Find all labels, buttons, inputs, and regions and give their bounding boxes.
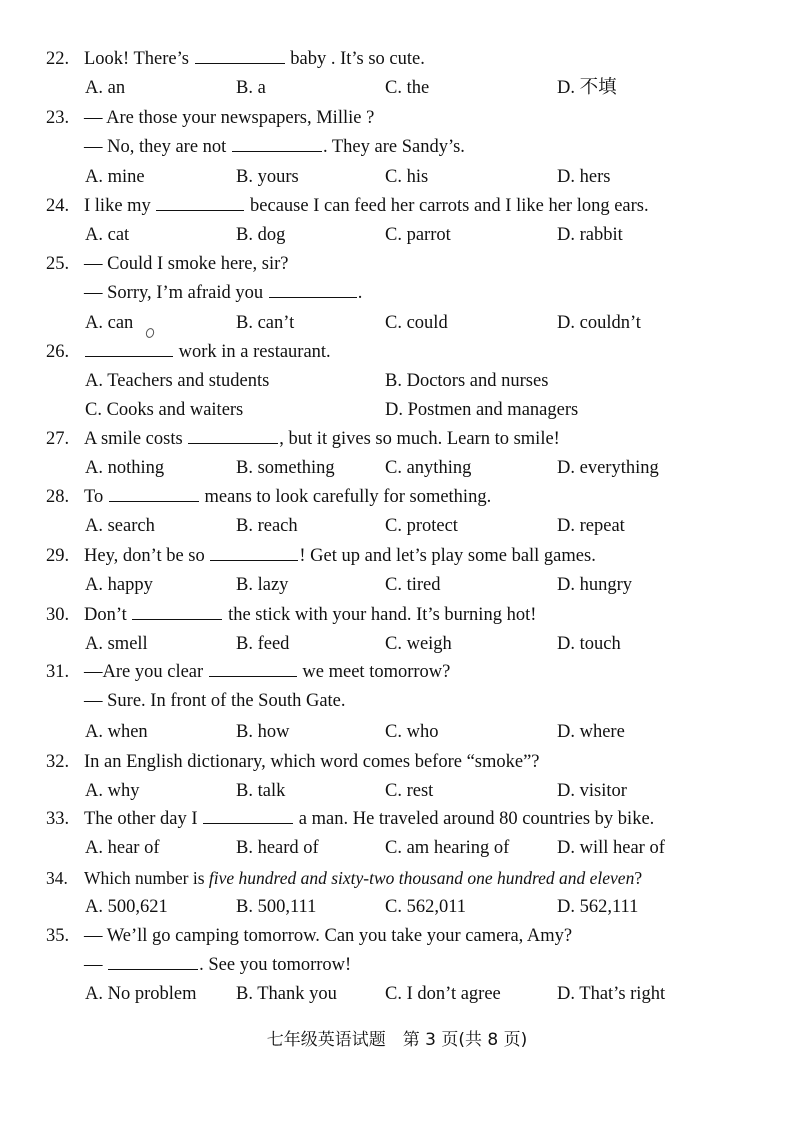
question-number: 23. (46, 108, 70, 128)
question-stem: — No, they are not . They are Sandy’s. (84, 133, 465, 161)
option-d[interactable]: D. where (557, 722, 625, 742)
question-29 (0, 542, 794, 570)
option-a[interactable]: A. Teachers and students (85, 371, 270, 391)
option-a[interactable]: A. happy (85, 575, 153, 595)
question-32 (0, 748, 794, 776)
answer-blank[interactable] (132, 601, 222, 620)
option-b[interactable]: B. can’t (236, 313, 295, 333)
option-b[interactable]: B. Doctors and nurses (385, 371, 549, 391)
option-d[interactable]: D. couldn’t (557, 313, 641, 333)
options-24 (0, 221, 794, 249)
option-a[interactable]: A. why (85, 781, 140, 801)
option-d[interactable]: D. repeat (557, 516, 625, 536)
option-c[interactable]: C. 562,011 (385, 897, 467, 917)
question-stem: — Are those your newspapers, Millie ? (84, 108, 375, 128)
answer-blank[interactable] (209, 658, 297, 677)
question-number: 22. (46, 49, 70, 69)
option-b[interactable]: B. feed (236, 634, 290, 654)
option-b[interactable]: B. 500,111 (236, 897, 317, 917)
option-b[interactable]: B. Thank you (236, 984, 337, 1004)
option-d[interactable]: D. That’s right (557, 984, 666, 1004)
option-c[interactable]: C. am hearing of (385, 838, 510, 858)
option-b[interactable]: B. how (236, 722, 290, 742)
option-b[interactable]: B. yours (236, 167, 299, 187)
question-stem: A smile costs , but it gives so much. Learn to smile! (84, 425, 560, 453)
question-24 (0, 192, 794, 220)
question-stem: To means to look carefully for something. (84, 483, 491, 511)
question-stem: I like my because I can feed her carrots and I like her long ears. (84, 192, 649, 220)
question-stem: — Could I smoke here, sir? (84, 254, 289, 274)
option-d[interactable]: D. Postmen and managers (385, 400, 579, 420)
answer-blank[interactable] (232, 133, 322, 152)
option-a[interactable]: A. smell (85, 634, 148, 654)
question-stem: Don’t the stick with your hand. It’s burning hot! (84, 601, 536, 629)
option-b[interactable]: B. lazy (236, 575, 289, 595)
option-a[interactable]: A. search (85, 516, 155, 536)
option-c[interactable]: C. could (385, 313, 448, 333)
option-d[interactable]: D. will hear of (557, 838, 665, 858)
question-28 (0, 483, 794, 511)
option-d[interactable]: D. hungry (557, 575, 633, 595)
option-b[interactable]: B. dog (236, 225, 286, 245)
question-23-line-2 (0, 133, 794, 161)
option-c[interactable]: C. rest (385, 781, 434, 801)
answer-blank[interactable] (195, 45, 285, 64)
option-d[interactable]: D. 562,111 (557, 897, 639, 917)
option-a[interactable]: A. cat (85, 225, 130, 245)
question-number: 25. (46, 254, 70, 274)
question-number: 24. (46, 196, 70, 216)
option-a[interactable]: A. when (85, 722, 148, 742)
question-35-line-2 (0, 951, 794, 979)
options-26-row-1 (0, 367, 794, 395)
question-27 (0, 425, 794, 453)
option-d[interactable]: D. everything (557, 458, 659, 478)
question-stem: Hey, don’t be so ! Get up and let’s play some ball games. (84, 542, 596, 570)
question-number: 30. (46, 605, 70, 625)
question-number: 26. (46, 342, 70, 362)
option-d[interactable]: D. 不填 (557, 78, 617, 98)
option-c[interactable]: C. I don’t agree (385, 984, 501, 1004)
question-26 (0, 338, 794, 366)
option-b[interactable]: B. heard of (236, 838, 319, 858)
answer-blank[interactable] (108, 951, 198, 970)
question-22 (0, 45, 794, 73)
answer-blank[interactable] (188, 425, 278, 444)
option-a[interactable]: A. an (85, 78, 126, 98)
question-stem: The other day I a man. He traveled around 80 countries by bike. (84, 805, 654, 833)
options-33 (0, 834, 794, 862)
question-number: 31. (46, 662, 70, 682)
answer-blank[interactable] (203, 805, 293, 824)
option-c[interactable]: C. the (385, 78, 430, 98)
options-32 (0, 777, 794, 805)
option-a[interactable]: A. can (85, 313, 134, 333)
options-35 (0, 980, 794, 1008)
question-stem: — Sorry, I’m afraid you . (84, 279, 362, 307)
option-c[interactable]: C. his (385, 167, 429, 187)
option-a[interactable]: A. hear of (85, 838, 160, 858)
question-stem: work in a restaurant. (84, 338, 331, 366)
options-22 (0, 74, 794, 102)
question-34 (0, 864, 794, 892)
question-number: 35. (46, 926, 70, 946)
options-25 (0, 309, 794, 337)
option-d[interactable]: D. hers (557, 167, 611, 187)
question-stem: — Sure. In front of the South Gate. (84, 691, 346, 711)
answer-blank[interactable] (269, 279, 357, 298)
option-d[interactable]: D. visitor (557, 781, 627, 801)
question-stem: In an English dictionary, which word comes before “smoke”? (84, 752, 540, 772)
option-a[interactable]: A. No problem (85, 984, 197, 1004)
option-d[interactable]: D. touch (557, 634, 621, 654)
question-23 (0, 104, 794, 132)
answer-blank[interactable] (210, 542, 298, 561)
question-stem: Look! There’s baby . It’s so cute. (84, 45, 425, 73)
question-stem: — We’ll go camping tomorrow. Can you take your camera, Amy? (84, 926, 573, 946)
option-b[interactable]: B. a (236, 78, 266, 98)
option-d[interactable]: D. rabbit (557, 225, 623, 245)
question-30 (0, 601, 794, 629)
option-c[interactable]: C. who (385, 722, 439, 742)
question-25-line-2 (0, 279, 794, 307)
option-c[interactable]: C. tired (385, 575, 441, 595)
option-c[interactable]: C. weigh (385, 634, 452, 654)
question-number: 33. (46, 809, 70, 829)
question-33 (0, 805, 794, 833)
options-27 (0, 454, 794, 482)
options-26-row-2 (0, 396, 794, 424)
question-number: 34. (46, 868, 68, 888)
question-number: 32. (46, 752, 70, 772)
options-29 (0, 571, 794, 599)
option-b[interactable]: B. talk (236, 781, 286, 801)
option-c[interactable]: C. Cooks and waiters (85, 400, 244, 420)
question-number: 29. (46, 546, 70, 566)
question-35 (0, 922, 794, 950)
options-28 (0, 512, 794, 540)
question-stem: — . See you tomorrow! (84, 951, 351, 979)
options-30 (0, 630, 794, 658)
question-number: 27. (46, 429, 70, 449)
option-c[interactable]: C. parrot (385, 225, 451, 245)
question-25 (0, 250, 794, 278)
answer-blank[interactable] (109, 483, 199, 502)
question-31-line-2 (0, 687, 794, 715)
question-31 (0, 658, 794, 686)
option-b[interactable]: B. something (236, 458, 335, 478)
options-34 (0, 893, 794, 921)
options-23 (0, 163, 794, 191)
option-c[interactable]: C. anything (385, 458, 472, 478)
question-stem: Which number is five hundred and sixty-two thousand one hundred and eleven? (84, 868, 643, 888)
option-a[interactable]: A. 500,621 (85, 897, 168, 917)
option-a[interactable]: A. mine (85, 167, 145, 187)
question-number: 28. (46, 487, 70, 507)
answer-blank[interactable] (85, 338, 173, 357)
page-footer: 七年级英语试题 第 3 页(共 8 页) (266, 1030, 528, 1050)
options-31 (0, 718, 794, 746)
option-b[interactable]: B. reach (236, 516, 298, 536)
answer-blank[interactable] (156, 192, 244, 211)
option-c[interactable]: C. protect (385, 516, 458, 536)
question-stem: —Are you clear we meet tomorrow? (84, 658, 450, 686)
option-a[interactable]: A. nothing (85, 458, 165, 478)
